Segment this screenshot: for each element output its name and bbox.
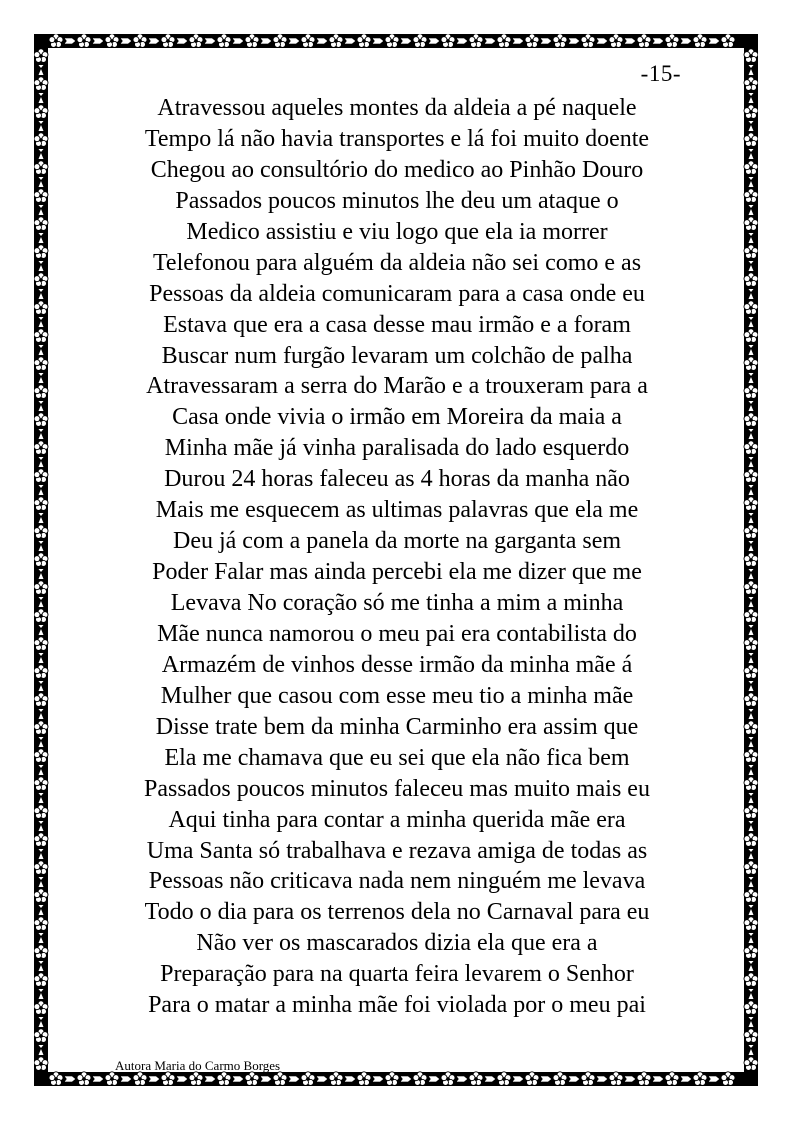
text-line: Poder Falar mas ainda percebi ela me dizer que me [152,559,642,586]
text-line: Durou 24 horas faleceu as 4 horas da manha não [164,466,630,493]
text-line: Mais me esquecem as ultimas palavras que ela me [155,497,639,524]
text-line: Passados poucos minutos faleceu mas muito mais eu [144,775,650,802]
text-line: Chegou ao consultório do medico ao Pinhão Douro [150,156,644,183]
author-footer: Autora Maria do Carmo Borges [115,1058,281,1073]
text-line: Telefonou para alguém da aldeia não sei como e as [152,249,642,276]
text-line: Aqui tinha para contar a minha querida mãe era [168,806,626,833]
text-line: Atravessaram a serra do Marão e a trouxeram para a [146,373,648,400]
text-line: Não ver os mascarados dizia ela que era a [196,930,598,957]
poem-body [100,93,694,1021]
text-line: Tempo lá não havia transportes e lá foi muito doente [144,125,650,152]
text-line: Preparação para na quarta feira levarem o Senhor [160,961,634,988]
text-line: Pessoas da aldeia comunicaram para a casa onde eu [149,280,645,307]
text-line: Buscar num furgão levaram um colchão de palha [161,342,633,369]
text-line: Ela me chamava que eu sei que ela não fica bem [164,744,630,771]
text-line: Armazém de vinhos desse irmão da minha mãe á [161,651,633,678]
text-line: Casa onde vivia o irmão em Moreira da maia a [172,404,622,431]
text-line: Mulher que casou com esse meu tio a minha mãe [160,682,634,709]
text-line: Disse trate bem da minha Carminho era assim que [155,713,639,740]
text-line: Atravessou aqueles montes da aldeia a pé naquele [157,95,637,121]
text-line: Mãe nunca namorou o meu pai era contabilista do [157,620,637,647]
text-line: Deu já com a panela da morte na garganta sem [172,528,622,555]
text-line: Medico assistiu e viu logo que ela ia morrer [186,218,608,245]
text-line: Estava que era a casa desse mau irmão e a foram [163,311,631,338]
text-line: Uma Santa só trabalhava e rezava amiga de todas as [146,837,648,864]
page-number: -15- [640,61,681,86]
text-line: Pessoas não criticava nada nem ninguém me levava [148,868,646,895]
text-line: Todo o dia para os terrenos dela no Carnaval para eu [144,899,650,926]
text-line: Levava No coração só me tinha a mim a minha [170,590,624,616]
text-line: Para o matar a minha mãe foi violada por o meu pai [148,992,646,1019]
text-line: Minha mãe já vinha paralisada do lado esquerdo [164,435,630,462]
text-line: Passados poucos minutos lhe deu um ataque o [175,187,619,214]
